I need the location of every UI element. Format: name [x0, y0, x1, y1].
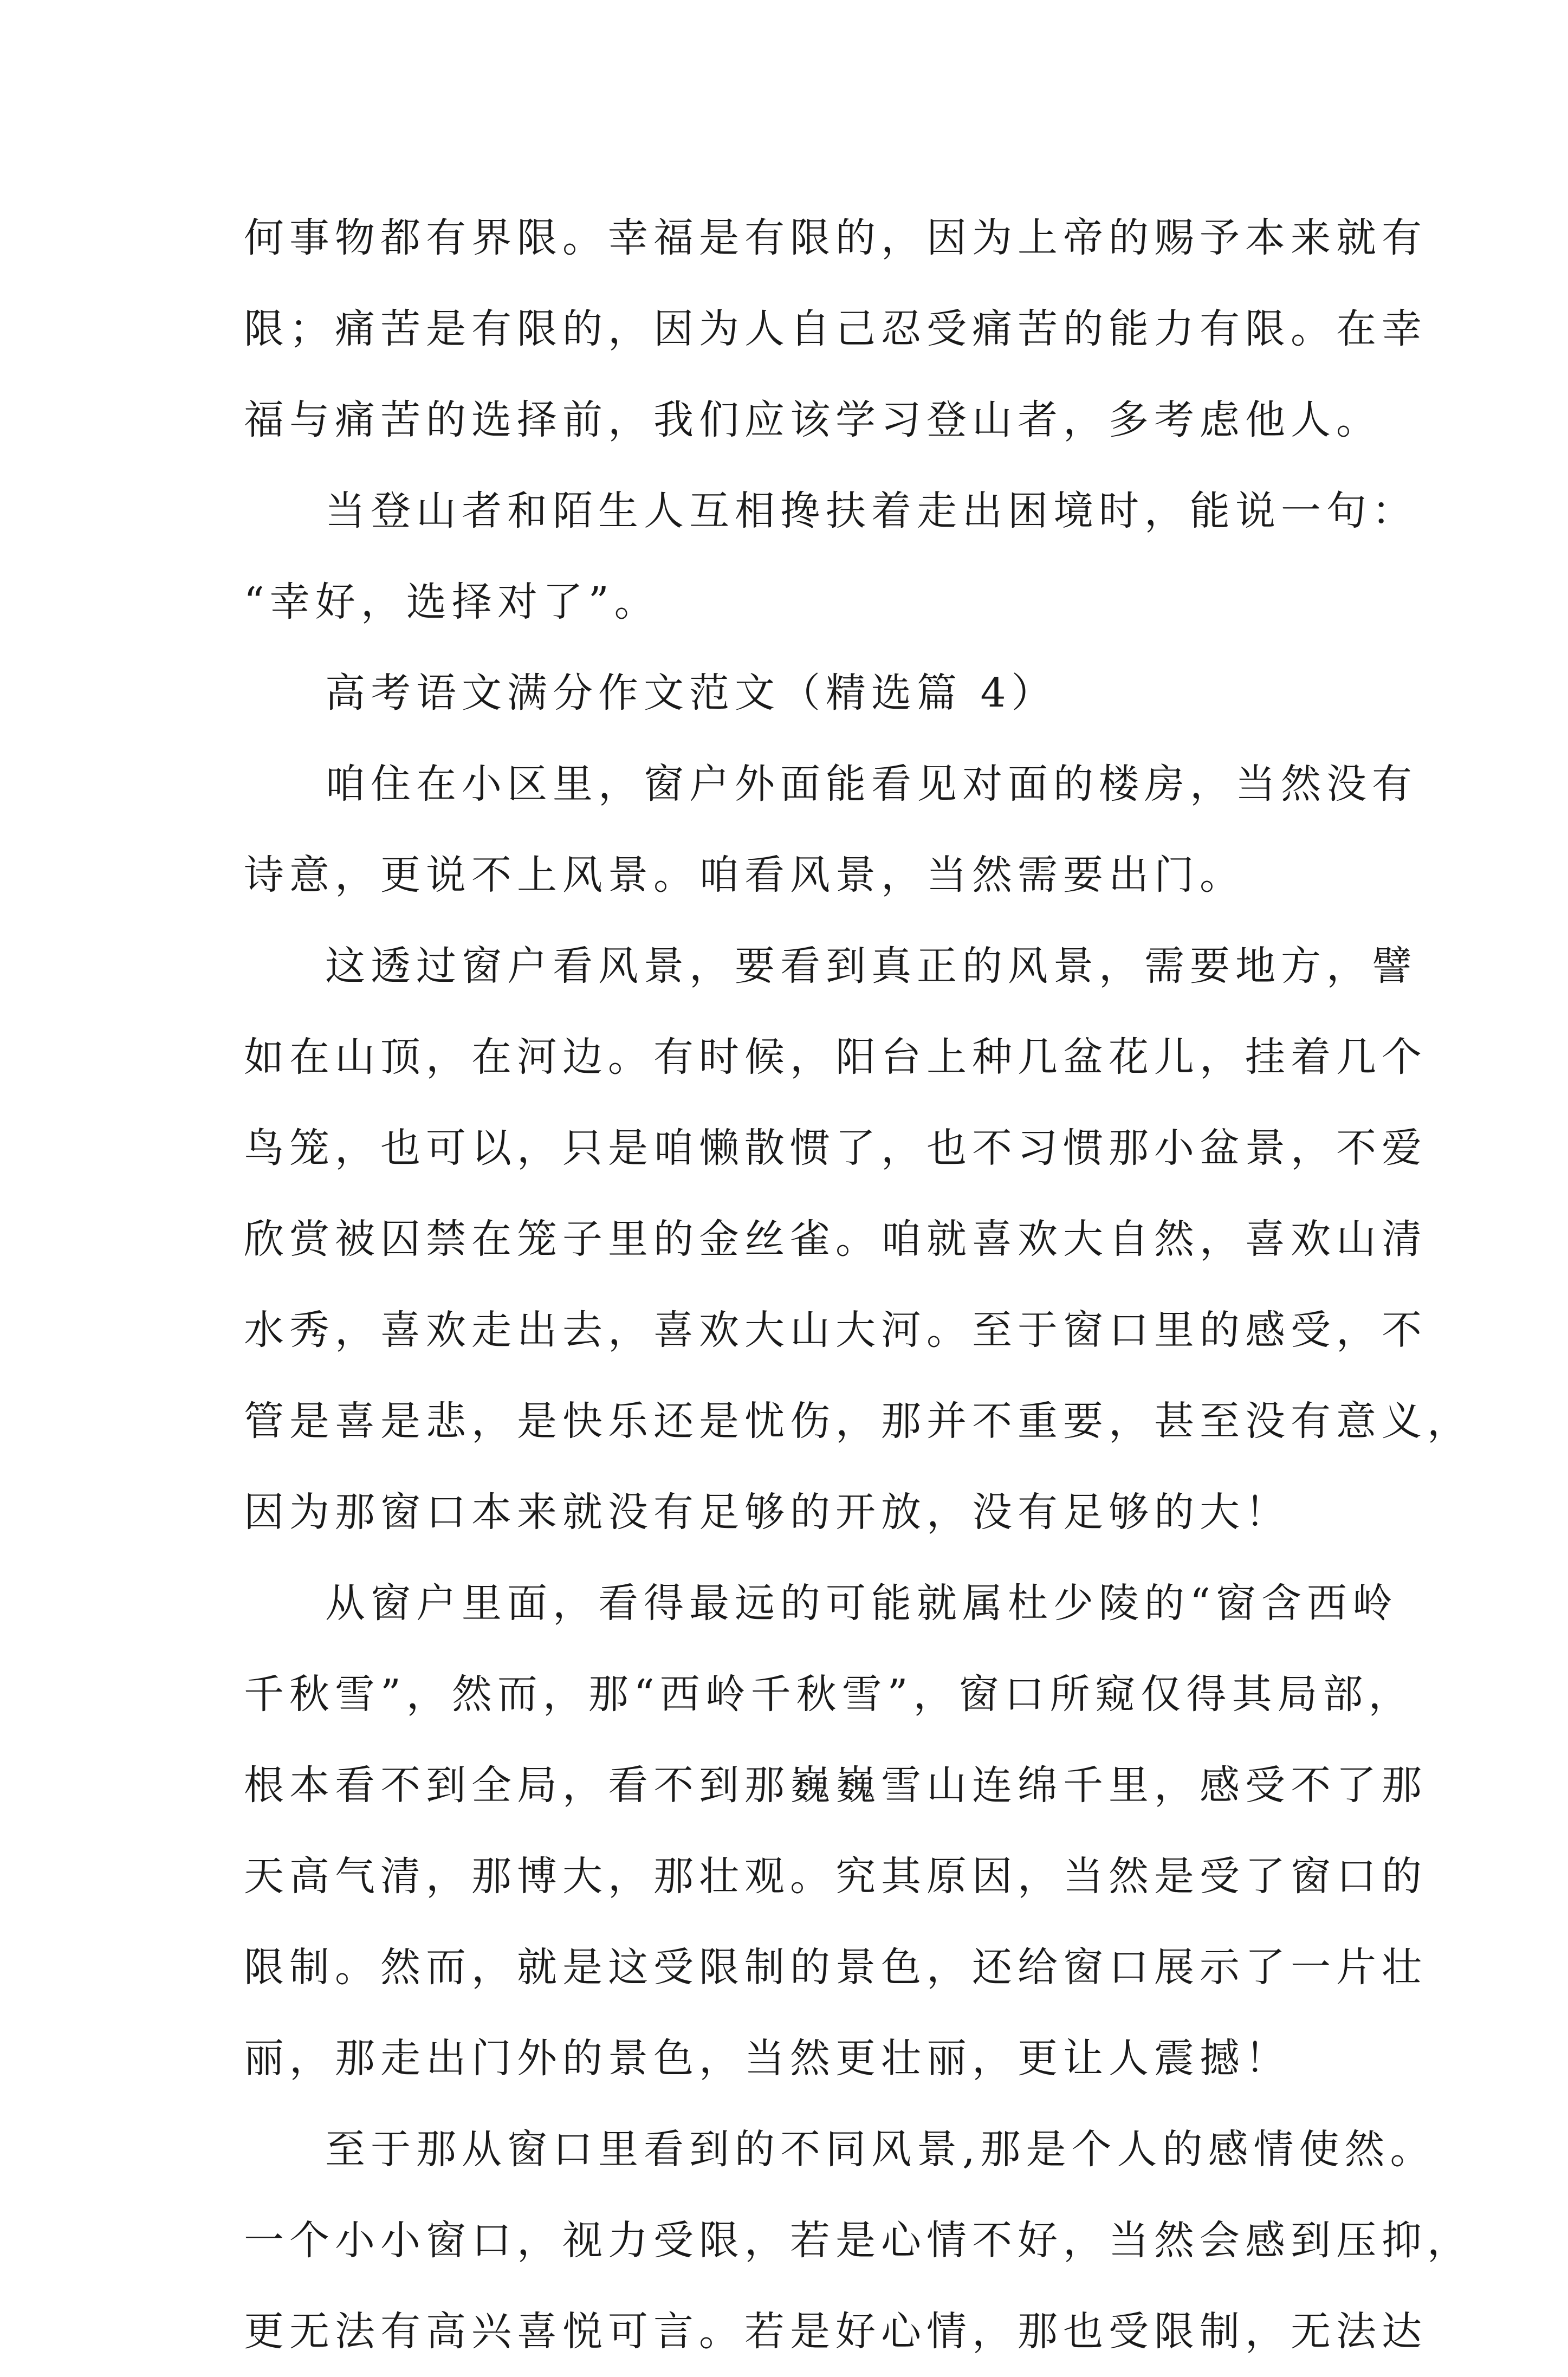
text-line: 限；痛苦是有限的，因为人自己忍受痛苦的能力有限。在幸	[244, 306, 1427, 352]
text-line: 至于那从窗口里看到的不同风景,那是个人的感情使然。	[325, 2126, 1436, 2173]
text-line: 当登山者和陌生人互相搀扶着走出困境时，能说一句：	[325, 488, 1417, 534]
section-heading: 高考语文满分作文范文（精选篇 4）	[325, 670, 1057, 716]
text-line: 千秋雪”，然而，那“西岭千秋雪”，窗口所窥仅得其局部，	[244, 1671, 1414, 1718]
text-line: 这透过窗户看风景，要看到真正的风景，需要地方，譬	[325, 943, 1417, 989]
text-line: 天高气清，那博大，那壮观。究其原因，当然是受了窗口的	[244, 1853, 1427, 1900]
text-line: 鸟笼，也可以，只是咱懒散惯了，也不习惯那小盆景，不爱	[244, 1125, 1427, 1171]
text-line: 福与痛苦的选择前，我们应该学习登山者，多考虑他人。	[244, 397, 1382, 443]
text-line: 丽，那走出门外的景色，当然更壮丽，更让人震撼！	[244, 2035, 1291, 2082]
text-line: 从窗户里面，看得最远的可能就属杜少陵的“窗含西岭	[325, 1580, 1398, 1627]
text-line: 如在山顶，在河边。有时候，阳台上种几盆花儿，挂着几个	[244, 1034, 1427, 1080]
text-line: 欣赏被囚禁在笼子里的金丝雀。咱就喜欢大自然，喜欢山清	[244, 1216, 1427, 1262]
text-line: 诗意，更说不上风景。咱看风景，当然需要出门。	[244, 852, 1245, 898]
text-line: 何事物都有界限。幸福是有限的，因为上帝的赐予本来就有	[244, 215, 1427, 261]
text-line: 根本看不到全局，看不到那巍巍雪山连绵千里，感受不了那	[244, 1762, 1427, 1809]
text-line: 管是喜是悲，是快乐还是忧伤，那并不重要，甚至没有意义，	[244, 1398, 1473, 1445]
text-line: 水秀，喜欢走出去，喜欢大山大河。至于窗口里的感受，不	[244, 1307, 1427, 1353]
text-line: 一个小小窗口，视力受限，若是心情不好，当然会感到压抑，	[244, 2217, 1473, 2264]
text-line: 咱住在小区里，窗户外面能看见对面的楼房，当然没有	[325, 761, 1417, 807]
text-line: 限制。然而，就是这受限制的景色，还给窗口展示了一片壮	[244, 1944, 1427, 1991]
body-text	[244, 192, 1473, 2377]
text-line: 更无法有高兴喜悦可言。若是好心情，那也受限制，无法达	[244, 2308, 1427, 2355]
text-line: “幸好，选择对了”。	[244, 579, 660, 625]
text-line: 因为那窗口本来就没有足够的开放，没有足够的大！	[244, 1489, 1291, 1536]
